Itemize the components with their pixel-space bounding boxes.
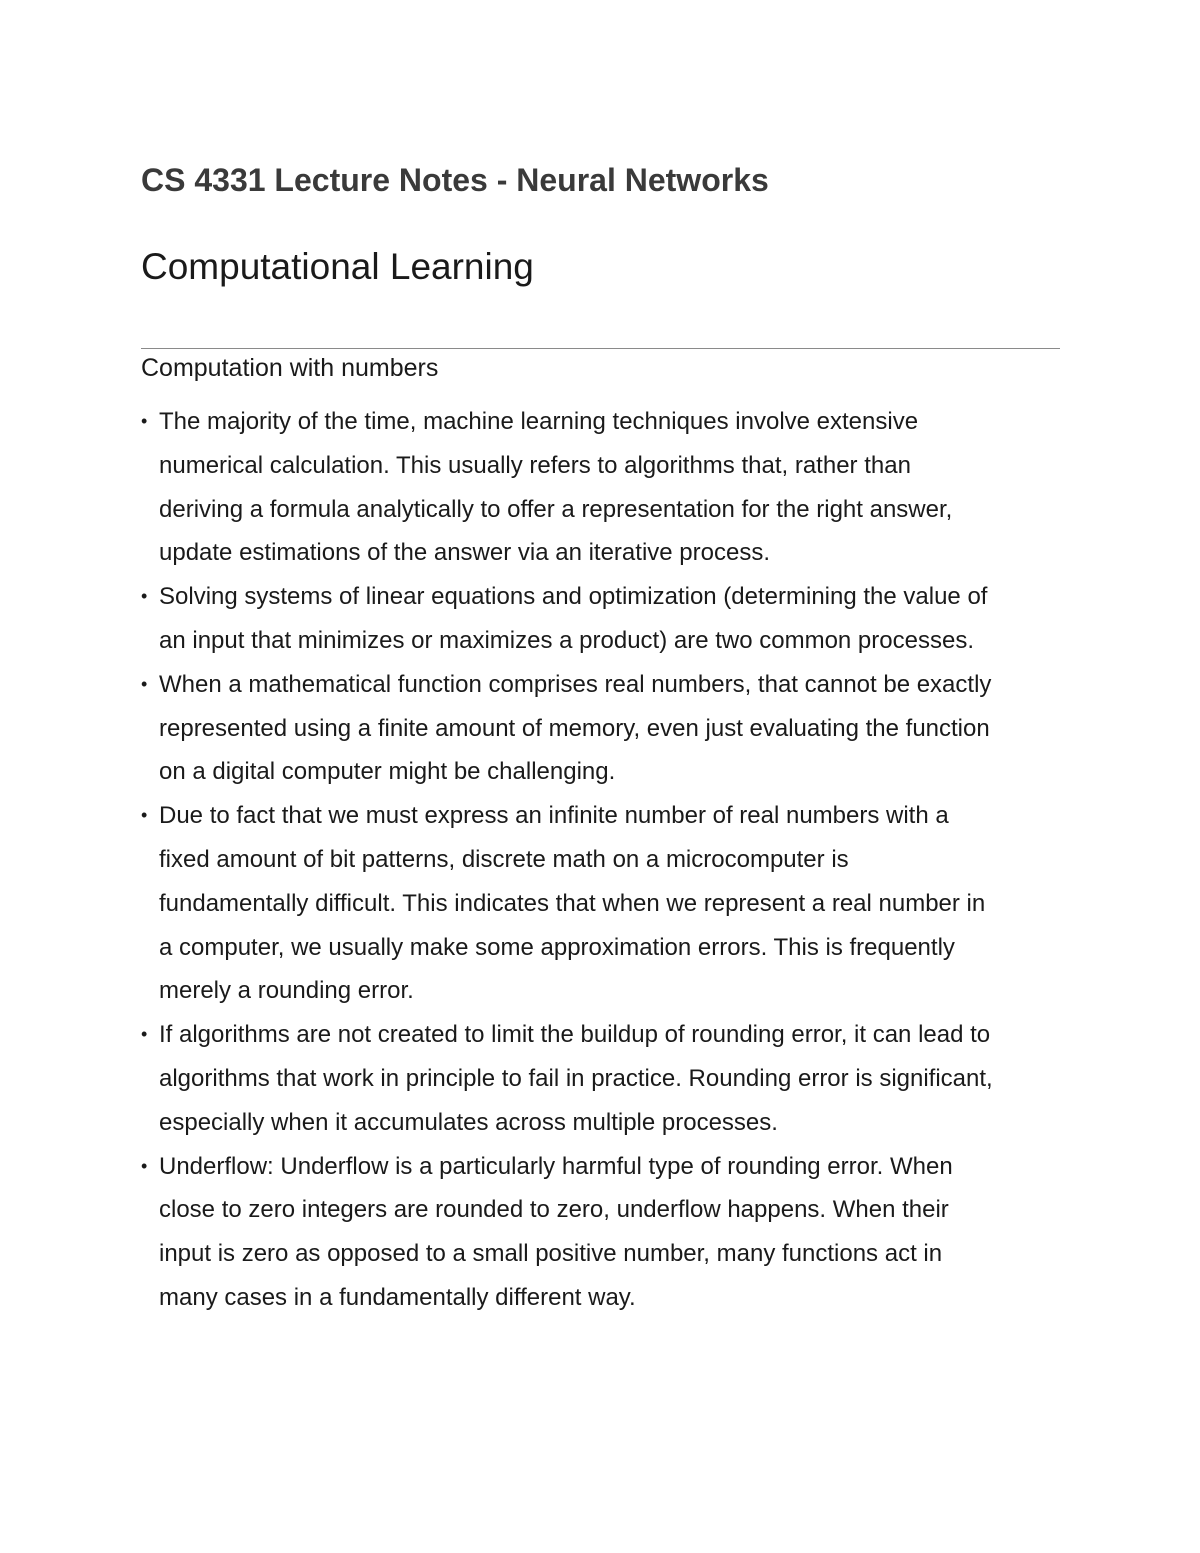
bullet-text-line: merely a rounding error. — [159, 977, 414, 1005]
bullet-icon: • — [141, 411, 148, 431]
bullet-icon: • — [141, 673, 148, 694]
bullet-text-line: represented using a finite amount of memory, even just evaluating the function — [159, 714, 990, 742]
bullet-text-line: update estimations of the answer via an iterative process. — [159, 539, 770, 567]
bullet-text-line: many cases in a fundamentally different way. — [159, 1283, 636, 1311]
bullet-text-line: The majority of the time, machine learning techniques involve extensive — [159, 408, 919, 435]
bullet-item — [141, 1145, 1071, 1320]
bullet-text-line: on a digital computer might be challenging. — [159, 758, 616, 786]
bullet-text-line: input is zero as opposed to a small positive number, many functions act in — [159, 1240, 943, 1268]
bullet-list — [141, 400, 1071, 1320]
bullet-item — [141, 1013, 1071, 1144]
bullet-text-line: fundamentally difficult. This indicates that when we represent a real number in — [159, 889, 986, 917]
bullet-item — [141, 400, 1071, 575]
bullet-text-line: Solving systems of linear equations and optimization (determining the value of — [159, 583, 988, 611]
bullet-text-line: especially when it accumulates across multiple processes. — [159, 1108, 778, 1136]
bullet-icon: • — [141, 586, 148, 607]
bullet-text-line: Underflow: Underflow is a particularly harmful type of rounding error. When — [159, 1152, 953, 1180]
bullet-text-line: numerical calculation. This usually refers to algorithms that, rather than — [159, 451, 911, 479]
bullet-item — [141, 575, 1071, 663]
bullet-icon: • — [141, 1155, 148, 1176]
bullet-item — [141, 663, 1071, 794]
section-title: Computational Learning — [141, 246, 534, 287]
subsection-title: Computation with numbers — [141, 354, 439, 382]
bullet-text-line: When a mathematical function comprises real numbers, that cannot be exactly — [159, 670, 992, 698]
bullet-text-line: a computer, we usually make some approximation errors. This is frequently — [159, 933, 955, 961]
bullet-text-line: Due to fact that we must express an infinite number of real numbers with a — [159, 802, 949, 830]
document-title: CS 4331 Lecture Notes - Neural Networks — [141, 162, 769, 198]
bullet-icon: • — [141, 1024, 148, 1045]
bullet-icon: • — [141, 805, 148, 826]
bullet-text-line: algorithms that work in principle to fail in practice. Rounding error is significant, — [159, 1064, 993, 1092]
bullet-text-line: deriving a formula analytically to offer a representation for the right answer, — [159, 495, 953, 523]
section-divider — [141, 348, 1060, 349]
bullet-item — [141, 794, 1071, 1013]
bullet-text-line: close to zero integers are rounded to zero, underflow happens. When their — [159, 1196, 949, 1224]
bullet-text-line: If algorithms are not created to limit the buildup of rounding error, it can lead to — [159, 1021, 991, 1049]
bullet-text-line: an input that minimizes or maximizes a product) are two common processes. — [159, 626, 974, 654]
bullet-text-line: fixed amount of bit patterns, discrete math on a microcomputer is — [159, 845, 849, 873]
